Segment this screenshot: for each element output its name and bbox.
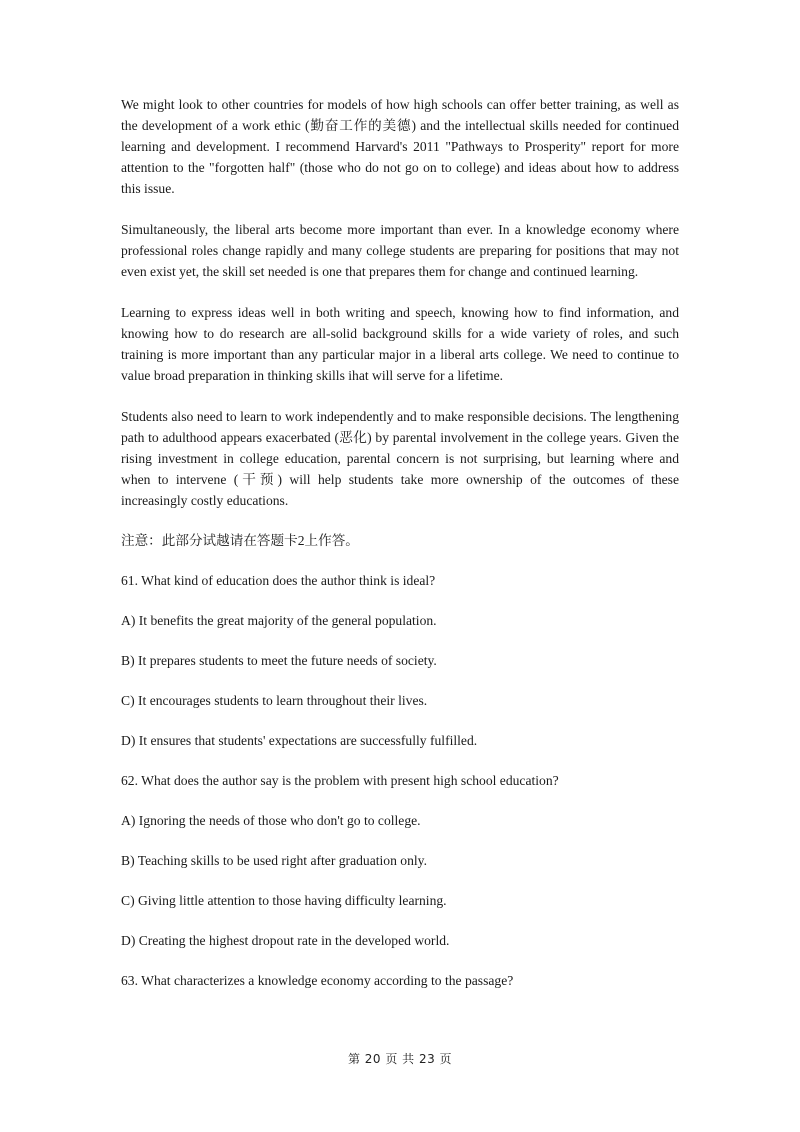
question-61-option-c: C) It encourages students to learn throughout their lives. xyxy=(121,693,428,708)
question-62-option-b: B) Teaching skills to be used right after graduation only. xyxy=(121,853,427,868)
passage-paragraph-2: Simultaneously, the liberal arts become more important than ever. In a knowledge economy where professional roles change rapidly and many college students are preparing for positions that may not even exist yet, the skill set needed is one that prepares them for change and continued learning. xyxy=(121,222,679,279)
passage-paragraph-1: We might look to other countries for models of how high schools can offer better training, as well as the development of a work ethic (勤奋工作的美德) and the intellectual skills needed for continued learning and development. I recommend Harvard's 2011 "Pathways to Prosperity" report for more attention to the "forgotten half" (those who do not go on to college) and ideas about how to address this issue. xyxy=(121,97,679,196)
question-61-option-b: B) It prepares students to meet the future needs of society. xyxy=(121,653,437,668)
question-62-stem: 62. What does the author say is the problem with present high school education? xyxy=(121,773,559,788)
question-61-stem: 61. What kind of education does the author think is ideal? xyxy=(121,573,436,588)
question-62-option-a: A) Ignoring the needs of those who don't go to college. xyxy=(121,813,421,828)
page-footer: 第 20 页 共 23 页 xyxy=(347,1052,453,1066)
document-body xyxy=(121,94,679,1011)
answer-note: 注意：此部分试越请在答题卡2上作答。 xyxy=(121,533,359,548)
passage-paragraph-3: Learning to express ideas well in both writing and speech, knowing how to find information, and knowing how to do research are all-solid background skills for a wide variety of roles, and such training is more important than any particular major in a liberal arts college. We need to continue to value broad preparation in thinking skills ihat will serve for a lifetime. xyxy=(121,305,679,383)
question-61-option-d: D) It ensures that students' expectations are successfully fulfilled. xyxy=(121,733,478,748)
question-63-stem: 63. What characterizes a knowledge economy according to the passage? xyxy=(121,973,514,988)
passage-paragraph-4: Students also need to learn to work independently and to make responsible decisions. The lengthening path to adulthood appears exacerbated (恶化) by parental involvement in the college years. Given the rising investment in college education, parental concern is not surprising, but learning where and when to intervene (干预) will help students take more ownership of the outcomes of these increasingly costly educations. xyxy=(121,409,679,508)
question-62-option-d: D) Creating the highest dropout rate in the developed world. xyxy=(121,933,450,948)
question-62-option-c: C) Giving little attention to those having difficulty learning. xyxy=(121,893,447,908)
question-61-option-a: A) It benefits the great majority of the general population. xyxy=(121,613,437,628)
